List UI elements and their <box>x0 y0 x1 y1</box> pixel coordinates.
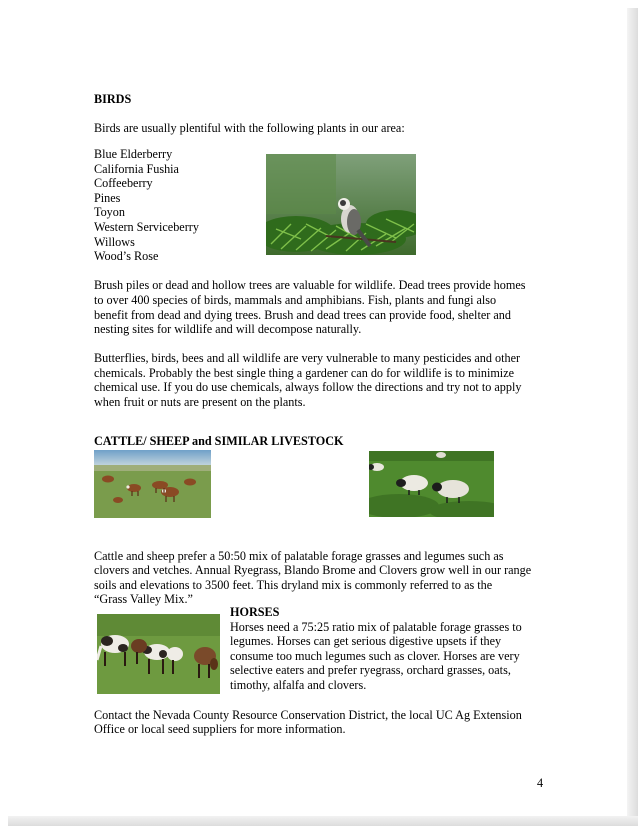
text-line: Butterflies, birds, bees and all wildlife are very vulnerable to many pesticides and other <box>94 351 521 365</box>
text-line: timothy, alfalfa and clovers. <box>230 677 367 692</box>
text-line: “Grass Valley Mix.” <box>94 592 193 606</box>
page-shadow <box>627 8 638 826</box>
list-item: Wood’s Rose <box>94 249 159 264</box>
text-line: soils and elevations to 3500 feet. This dryland mix is commonly referred to as the <box>94 578 493 592</box>
list-item: Willows <box>94 234 135 249</box>
page-shadow <box>8 816 638 826</box>
text-line: clovers and vetches. Annual Ryegrass, Blando Brome and Clovers grow well in our range <box>94 563 532 577</box>
list-item: California Fushia <box>94 161 179 176</box>
text-line: selective eaters and prefer ryegrass, orchard grasses, oats, <box>230 663 511 678</box>
list-item: Western Serviceberry <box>94 219 199 234</box>
text-line: Horses need a 75:25 ratio mix of palatable forage grasses to <box>230 619 522 634</box>
horses-grazing-photo <box>97 614 220 694</box>
text-line: consume too much legumes such as clover. Horses are very <box>230 648 520 663</box>
section-heading-livestock: CATTLE/ SHEEP and SIMILAR LIVESTOCK <box>94 434 344 448</box>
text-line: legumes. Horses can get serious digestive upsets if they <box>230 634 502 649</box>
bird-on-pine-photo <box>266 154 416 255</box>
text-line: nesting sites for wildlife and will decompose naturally. <box>94 322 362 336</box>
text-line: Brush piles or dead and hollow trees are valuable for wildlife. Dead trees provide homes <box>94 278 526 292</box>
list-item: Toyon <box>94 205 125 220</box>
birds-intro: Birds are usually plentiful with the following plants in our area: <box>94 121 405 135</box>
section-heading-birds: BIRDS <box>94 92 132 106</box>
page-number: 4 <box>537 776 544 790</box>
section-heading-horses: HORSES <box>230 605 280 619</box>
sheep-grazing-photo <box>369 451 494 517</box>
text-line: chemicals. Probably the best single thing a gardener can do for wildlife is to minimize <box>94 366 515 380</box>
list-item: Coffeeberry <box>94 176 153 191</box>
text-line: benefit from dead and dying trees. Brush and dead trees can provide food, shelter and <box>94 308 511 322</box>
text-line: to over 400 species of birds, mammals and amphibians. Fish, plants and fungi also <box>94 293 497 307</box>
list-item: Pines <box>94 190 121 205</box>
list-item: Blue Elderberry <box>94 147 173 161</box>
bird-plant-list <box>94 147 199 264</box>
text-line: chemical use. If you do use chemicals, always follow the directions and try not to apply <box>94 380 522 394</box>
text-line: Cattle and sheep prefer a 50:50 mix of palatable forage grasses and legumes such as <box>94 549 504 563</box>
cattle-grazing-photo <box>94 450 211 518</box>
horses-section <box>230 605 550 693</box>
text-line: Contact the Nevada County Resource Conservation District, the local UC Ag Extension <box>94 708 522 722</box>
text-line: Office or local seed suppliers for more information. <box>94 722 346 736</box>
text-line: when fruit or nuts are present on the plants. <box>94 395 306 409</box>
